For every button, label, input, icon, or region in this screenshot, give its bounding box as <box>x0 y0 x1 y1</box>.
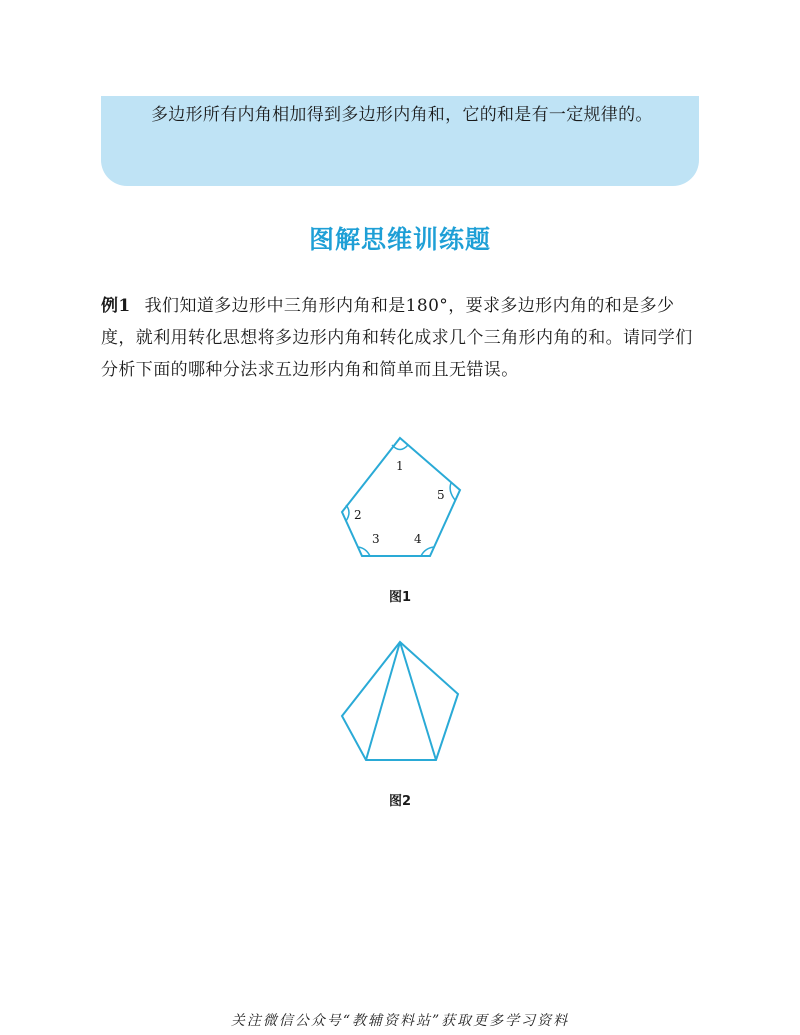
angle-label-1: 1 <box>396 459 404 473</box>
callout-text: 多边形所有内角相加得到多边形内角和，它的和是有一定规律的。 <box>151 105 653 125</box>
summary-callout <box>101 96 699 186</box>
figure-2-caption: 图2 <box>388 794 412 809</box>
pentagon-outline <box>342 642 458 760</box>
example-text: 我们知道多边形中三角形内角和是180°，要求多边形内角的和是多少度，就利用转化思想将多边形内角和转化成求几个三角形内角的和。请同学们分析下面的哪种分法求五边形内角和简单而且无错误。 <box>101 296 693 380</box>
diagonal-line <box>366 642 400 760</box>
example-paragraph <box>101 290 701 386</box>
figure-1-pentagon <box>330 432 470 564</box>
figure-1-caption: 图1 <box>388 590 412 605</box>
angle-label-3: 3 <box>372 532 380 546</box>
figure-2-pentagon <box>338 636 464 766</box>
angle-label-5: 5 <box>437 488 445 502</box>
section-title: 图解思维训练题 <box>308 225 491 254</box>
example-label: 例1 <box>101 296 131 316</box>
diagonal-line <box>400 642 436 760</box>
footer-watermark: 关注微信公众号“教辅资料站”获取更多学习资料 <box>230 1013 570 1029</box>
angle-label-4: 4 <box>414 532 422 546</box>
angle-label-2: 2 <box>354 508 362 522</box>
